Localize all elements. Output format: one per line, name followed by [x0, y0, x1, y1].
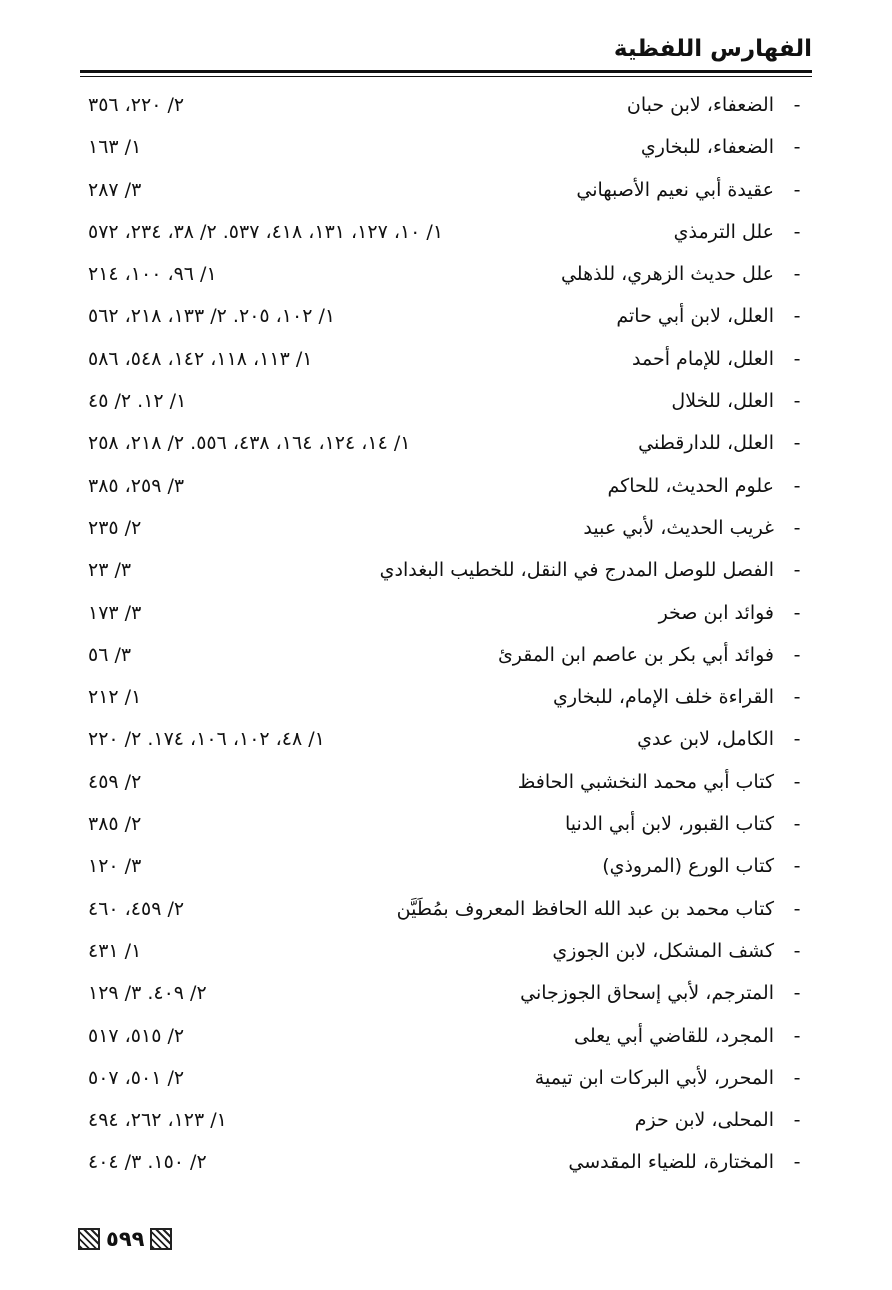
entry-page-refs: ٢/ ١٥٠. ٣/ ٤٠٤: [88, 1151, 207, 1174]
page-folio: [78, 1222, 172, 1256]
index-entry: [88, 422, 804, 464]
entry-dash: -: [793, 178, 801, 201]
entry-dash: -: [793, 474, 801, 497]
index-entry: [88, 761, 804, 803]
index-entry: [88, 84, 804, 126]
entry-page-refs: ٢/ ٢٢٠، ٣٥٦: [88, 94, 185, 116]
index-entry: [88, 549, 804, 591]
entry-dash: -: [793, 390, 801, 413]
entry-title: الضعفاء، لابن حبان: [626, 94, 774, 116]
entry-page-refs: ١/ ١١٣، ١١٨، ١٤٢، ٥٤٨، ٥٨٦: [88, 347, 313, 370]
entry-page-refs: ١/ ١٢٣، ٢٦٢، ٤٩٤: [88, 1109, 227, 1132]
index-entry: [88, 888, 804, 930]
entry-page-refs: ٣/ ٢٥٩، ٣٨٥: [88, 474, 185, 497]
page-number: ٥٩٩: [106, 1227, 145, 1251]
entry-page-refs: ٣/ ١٧٣: [88, 601, 142, 624]
entry-title: المختارة، للضياء المقدسي: [568, 1151, 774, 1174]
entry-title: العلل، للدارقطني: [638, 432, 774, 455]
entry-title: علل حديث الزهري، للذهلي: [560, 263, 774, 286]
index-entry: [88, 507, 804, 549]
index-entry: [88, 1015, 804, 1057]
entry-page-refs: ٣/ ٢٨٧: [88, 178, 142, 201]
entry-title: المحلى، لابن حزم: [634, 1109, 774, 1132]
entry-dash: -: [793, 94, 801, 116]
index-entry: [88, 211, 804, 253]
entry-title: العلل، للخلال: [671, 390, 774, 413]
index-entry: [88, 845, 804, 887]
index-entries-list: [88, 84, 804, 1184]
index-entry: [88, 676, 804, 718]
index-entry: [88, 634, 804, 676]
entry-title: عقيدة أبي نعيم الأصبهاني: [576, 178, 774, 201]
entry-title: كتاب محمد بن عبد الله الحافظ المعروف بمُطَيَّن: [396, 897, 774, 920]
entry-dash: -: [793, 1151, 801, 1174]
entry-page-refs: ١/ ١٤، ١٢٤، ١٦٤، ٤٣٨، ٥٥٦. ٢/ ٢١٨، ٢٥٨: [88, 432, 411, 455]
entry-title: العلل، لابن أبي حاتم: [616, 305, 774, 328]
index-entry: [88, 169, 804, 211]
entry-page-refs: ٣/ ١٢٠: [88, 855, 142, 878]
entry-page-refs: ١/ ٤٨، ١٠٢، ١٠٦، ١٧٤. ٢/ ٢٢٠: [88, 728, 325, 751]
entry-dash: -: [793, 432, 801, 455]
header-rule-thick: [80, 70, 812, 73]
header-rule-thin: [80, 76, 812, 77]
entry-title: العلل، للإمام أحمد: [632, 347, 774, 370]
entry-page-refs: ١/ ٤٣١: [88, 939, 142, 962]
entry-dash: -: [793, 897, 801, 920]
entry-dash: -: [793, 136, 801, 159]
entry-page-refs: ١/ ١٠، ١٢٧، ١٣١، ٤١٨، ٥٣٧. ٢/ ٣٨، ٢٣٤، ٥٧٢: [88, 220, 444, 243]
entry-dash: -: [793, 220, 801, 243]
index-entry: [88, 972, 804, 1014]
entry-title: فوائد ابن صخر: [658, 601, 774, 624]
entry-page-refs: ٢/ ٢٣٥: [88, 516, 142, 539]
entry-title: كتاب الورع (المروذي): [602, 855, 774, 878]
entry-page-refs: ٢/ ٤٥٩: [88, 770, 142, 793]
entry-dash: -: [793, 643, 801, 666]
entry-dash: -: [793, 1024, 801, 1047]
entry-title: الكامل، لابن عدي: [637, 728, 774, 751]
entry-title: المترجم، لأبي إسحاق الجوزجاني: [520, 982, 774, 1005]
entry-dash: -: [793, 559, 801, 582]
entry-dash: -: [793, 1066, 801, 1089]
entry-dash: -: [793, 686, 801, 709]
ornament-right-icon: [150, 1228, 172, 1250]
entry-title: غريب الحديث، لأبي عبيد: [583, 516, 774, 539]
entry-page-refs: ٢/ ٥٠١، ٥٠٧: [88, 1066, 185, 1089]
entry-page-refs: ٣/ ٥٦: [88, 643, 132, 666]
index-entry: [88, 1057, 804, 1099]
entry-title: علوم الحديث، للحاكم: [607, 474, 774, 497]
index-entry: [88, 718, 804, 760]
entry-dash: -: [793, 770, 801, 793]
entry-dash: -: [793, 813, 801, 836]
entry-title: المجرد، للقاضي أبي يعلى: [574, 1024, 774, 1047]
entry-dash: -: [793, 982, 801, 1005]
entry-page-refs: ١/ ٩٦، ١٠٠، ٢١٤: [88, 263, 217, 286]
entry-page-refs: ١/ ١٢. ٢/ ٤٥: [88, 390, 187, 413]
entry-page-refs: ٢/ ٣٨٥: [88, 813, 142, 836]
entry-page-refs: ٣/ ٢٣: [88, 559, 132, 582]
entry-title: فوائد أبي بكر بن عاصم ابن المقرئ: [497, 643, 774, 666]
entry-dash: -: [793, 347, 801, 370]
entry-dash: -: [793, 263, 801, 286]
entry-dash: -: [793, 601, 801, 624]
index-entry: [88, 1099, 804, 1141]
index-entry: [88, 930, 804, 972]
entry-dash: -: [793, 728, 801, 751]
entry-title: كتاب القبور، لابن أبي الدنيا: [565, 813, 774, 836]
entry-page-refs: ١/ ٢١٢: [88, 686, 142, 709]
index-entry: [88, 295, 804, 337]
entry-title: الضعفاء، للبخاري: [640, 136, 774, 159]
entry-dash: -: [793, 305, 801, 328]
entry-dash: -: [793, 516, 801, 539]
entry-page-refs: ١/ ١٠٢، ٢٠٥. ٢/ ١٣٣، ٢١٨، ٥٦٢: [88, 305, 336, 328]
entry-title: كتاب أبي محمد النخشبي الحافظ: [517, 770, 774, 793]
ornament-left-icon: [78, 1228, 100, 1250]
entry-title: القراءة خلف الإمام، للبخاري: [552, 686, 774, 709]
index-entry: [88, 1141, 804, 1183]
entry-page-refs: ٢/ ٤٠٩. ٣/ ١٢٩: [88, 982, 207, 1005]
entry-page-refs: ١/ ١٦٣: [88, 136, 142, 159]
index-entry: [88, 253, 804, 295]
page-header-title: الفهارس اللفظية: [613, 36, 812, 62]
index-entry: [88, 803, 804, 845]
entry-title: علل الترمذي: [673, 220, 774, 243]
entry-dash: -: [793, 1109, 801, 1132]
entry-page-refs: ٢/ ٤٥٩، ٤٦٠: [88, 897, 185, 920]
index-entry: [88, 338, 804, 380]
entry-page-refs: ٢/ ٥١٥، ٥١٧: [88, 1024, 185, 1047]
entry-dash: -: [793, 939, 801, 962]
index-entry: [88, 380, 804, 422]
entry-dash: -: [793, 855, 801, 878]
index-entry: [88, 465, 804, 507]
index-entry: [88, 592, 804, 634]
running-header: [80, 28, 812, 70]
entry-title: المحرر، لأبي البركات ابن تيمية: [534, 1066, 774, 1089]
index-entry: [88, 126, 804, 168]
entry-title: الفصل للوصل المدرج في النقل، للخطيب البغدادي: [379, 559, 774, 582]
entry-title: كشف المشكل، لابن الجوزي: [552, 939, 774, 962]
